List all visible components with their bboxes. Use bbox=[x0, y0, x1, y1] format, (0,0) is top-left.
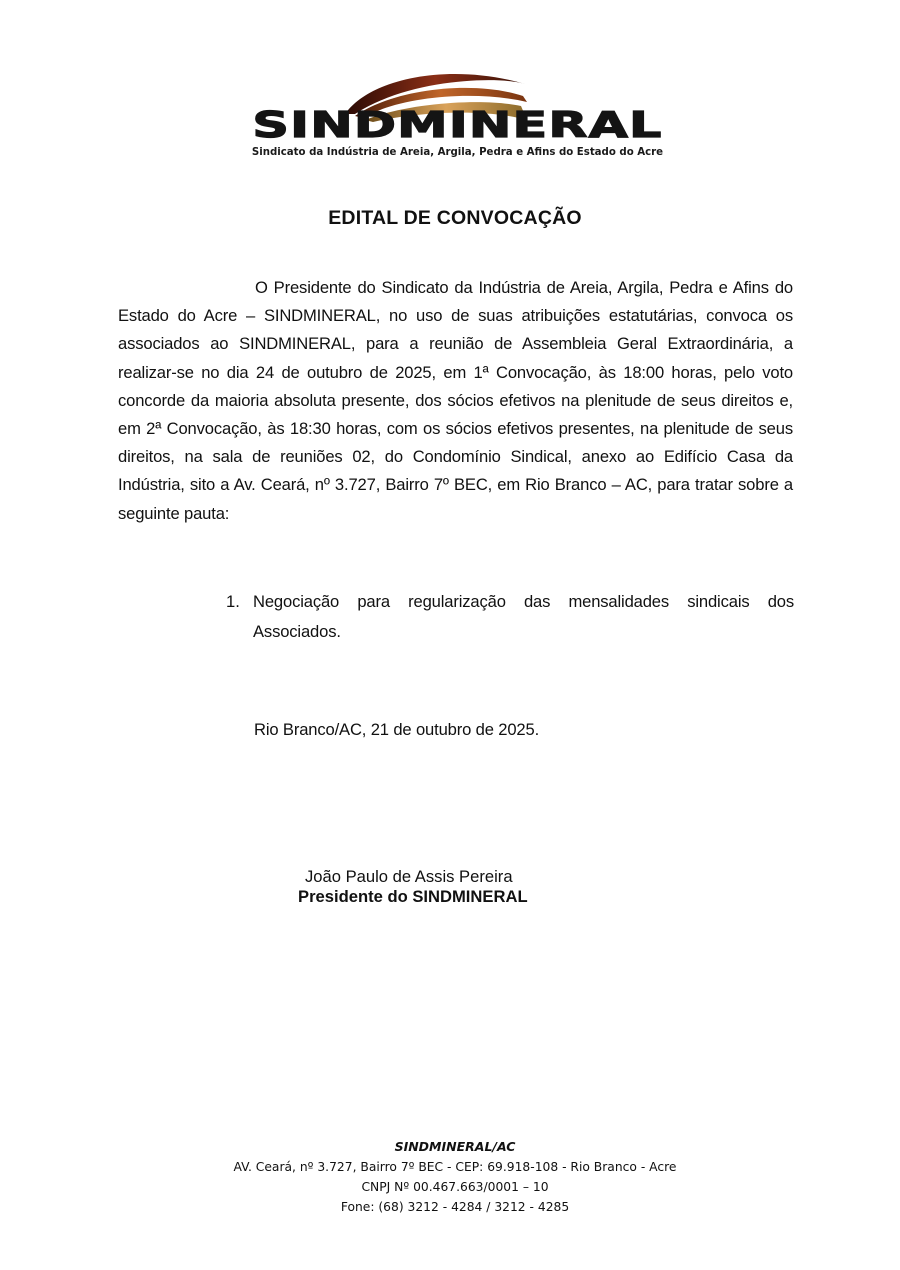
footer-address: AV. Ceará, nº 3.727, Bairro 7º BEC - CEP: 69.918-108 - Rio Branco - Acre bbox=[233, 1160, 677, 1174]
footer bbox=[0, 1137, 900, 1217]
body-paragraph bbox=[118, 274, 793, 528]
sindmineral-logo bbox=[205, 66, 710, 162]
signatory-name: João Paulo de Assis Pereira bbox=[305, 867, 513, 886]
signatory-role: Presidente do SINDMINERAL bbox=[298, 887, 528, 906]
footer-cnpj: CNPJ Nº 00.467.663/0001 – 10 bbox=[361, 1180, 549, 1194]
agenda-list bbox=[226, 587, 794, 647]
logo-tagline: Sindicato da Indústria de Areia, Argila, Pedra e Afins do Estado do Acre bbox=[251, 147, 664, 158]
agenda-item-text: Negociação para regularização das mensalidades sindicais dos Associados. bbox=[253, 592, 794, 641]
footer-phone: Fone: (68) 3212 - 4284 / 3212 - 4285 bbox=[340, 1200, 570, 1214]
agenda-item bbox=[226, 587, 794, 647]
agenda-item-number: 1. bbox=[226, 592, 240, 611]
footer-org: SINDMINERAL/AC bbox=[394, 1139, 516, 1154]
logo-wordmark: SINDMINERAL bbox=[252, 105, 663, 147]
place-date: Rio Branco/AC, 21 de outubro de 2025. bbox=[254, 720, 540, 739]
document-title: EDITAL DE CONVOCAÇÃO bbox=[328, 207, 582, 229]
body-text: O Presidente do Sindicato da Indústria de Areia, Argila, Pedra e Afins do Estado do Acre – SINDMINERAL, no uso de suas atribuições estatutárias, convoca os associados ao SINDMINERAL, para a reunião de Assembleia Geral Extraordinária, a realizar-se no dia 24 de outubro de 2025, em 1ª Convocação, às 18:00 horas, pelo voto concorde da maioria absoluta presente, dos sócios efetivos na plenitude de seus direitos e, em 2ª Convocação, às 18:30 horas, com os sócios efetivos presentes, na plenitude de seus direitos, na sala de reuniões 02, do Condomínio Sindical, anexo ao Edifício Casa da Indústria, sito a Av. Ceará, nº 3.727, Bairro 7º BEC, em Rio Branco – AC, para tratar sobre a seguinte pauta: bbox=[118, 278, 793, 523]
